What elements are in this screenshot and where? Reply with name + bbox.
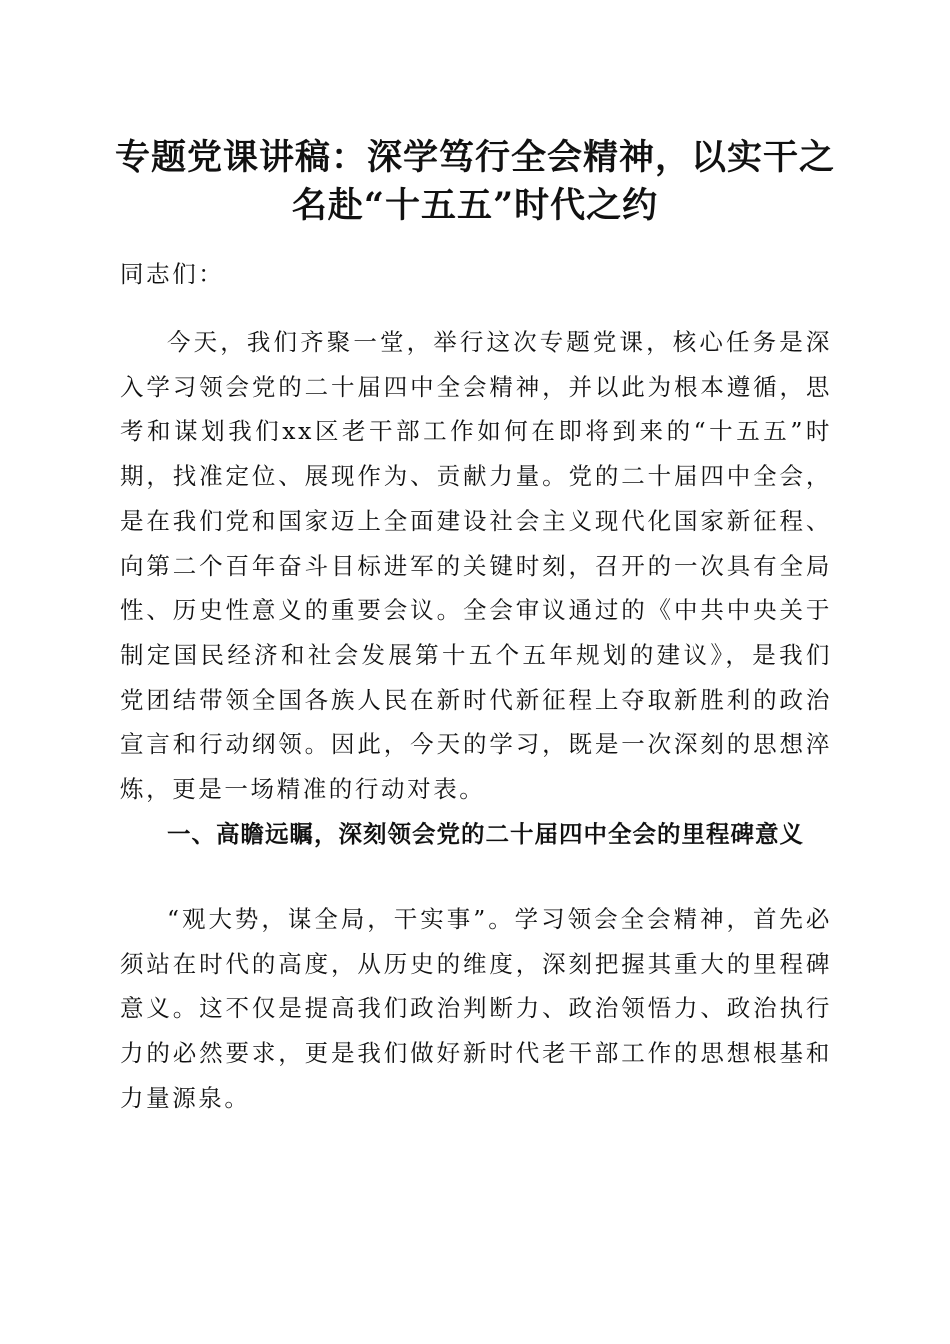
greeting: 同志们： [120, 260, 225, 288]
section-heading-1: 一、高瞻远瞩，深刻领会党的二十届四中全会的里程碑意义 [167, 820, 804, 848]
title-line-1: 专题党课讲稿：深学笃行全会精神，以实干之 [114, 137, 835, 178]
paragraph-1: 今天，我们齐聚一堂，举行这次专题党课，核心任务是深入学习领会党的二十届四中全会精神，并以此为根本遵循，思考和谋划我们xx区老干部工作如何在即将到来的“十五五”时期，找准定位、展现作为、贡献力量。党的二十届四中全会，是在我们党和国家迈上全面建设社会主义现代化国家新征程、向第二个百年奋斗目标进军的关键时刻，召开的一次具有全局性、历史性意义的重要会议。全会审议通过的《中共中央关于制定国民经济和社会发展第十五个五年规划的建议》，是我们党团结带领全国各族人民在新时代新征程上夺取新胜利的政治宣言和行动纲领。因此，今天的学习，既是一次深刻的思想淬炼，更是一场精准的行动对表。 [120, 328, 832, 804]
title-line-2: 名赴“十五五”时代之约 [291, 185, 659, 226]
paragraph-2: “观大势，谋全局，干实事”。学习领会全会精神，首先必须站在时代的高度，从历史的维度，深刻把握其重大的里程碑意义。这不仅是提高我们政治判断力、政治领悟力、政治执行力的必然要求，更是我们做好新时代老干部工作的思想根基和力量源泉。 [120, 905, 832, 1112]
document-title [110, 134, 840, 230]
